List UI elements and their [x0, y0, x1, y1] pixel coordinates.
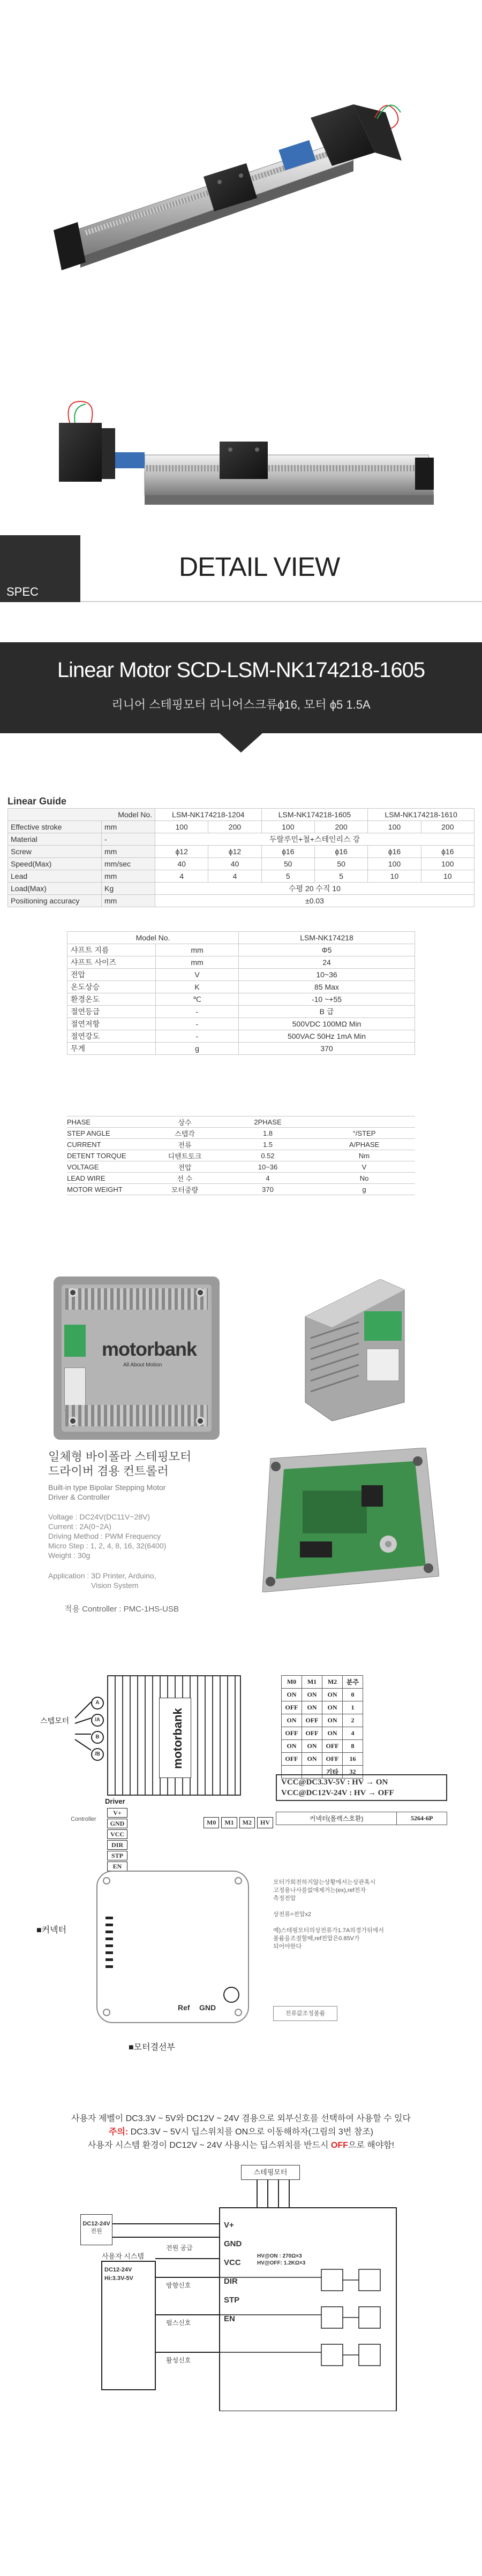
motor-spec-label: 온도상승	[67, 981, 156, 993]
controller-pin-label: Controller	[71, 1816, 96, 1822]
system-voltage: DC12-24V	[104, 2267, 132, 2273]
circuit-motor-box: 스테핑모터	[241, 2165, 300, 2180]
microstep-cell: OFF	[282, 1753, 302, 1766]
stepping-motor-label: 스텝모터	[40, 1716, 70, 1725]
caution-label: 주의:	[109, 2127, 129, 2137]
guide-row-cell: ϕ16	[421, 846, 474, 858]
circuit-pin: DIR	[224, 2277, 238, 2286]
controller-heading-line-2: 드라이버 겸용 컨트롤러	[48, 1464, 169, 1478]
microstep-cell: 32	[343, 1766, 363, 1779]
microstep-row	[282, 1689, 363, 1701]
guide-row-value: 수평 20 수직 10	[155, 883, 475, 895]
circuit-pin: STP	[224, 2296, 240, 2305]
motor-pin: B	[91, 1731, 104, 1744]
microstep-cell: 1	[343, 1701, 363, 1714]
banner-subtitle: 리니어 스테핑모터 리니어스크류ϕ16, 모터 ϕ5 1.5A	[111, 698, 371, 711]
microstep-cell: ON	[302, 1740, 322, 1753]
phase-spec-val: 0.52	[222, 1150, 313, 1161]
guide-model-1605: LSM-NK174218-1605	[261, 809, 368, 821]
driver-pin-list	[107, 1808, 134, 1872]
phase-spec-unit: °/STEP	[313, 1128, 415, 1139]
board-ref-label: Ref	[178, 2003, 190, 2012]
spec-label: SPEC	[6, 585, 39, 598]
driver-pin-header-label: Driver	[105, 1797, 125, 1805]
guide-row-cell: ϕ16	[314, 846, 367, 858]
guide-row-cell: 100	[261, 821, 314, 833]
guide-row-unit: mm	[102, 821, 155, 833]
microstep-cell: ON	[302, 1753, 322, 1766]
phase-spec-unit: No	[313, 1173, 415, 1184]
guide-row-cell: 40	[155, 858, 208, 870]
phase-spec-row	[67, 1150, 415, 1161]
guide-row-cell: 100	[155, 821, 208, 833]
phase-spec-ko: 전류	[147, 1139, 222, 1150]
usage-line-2	[0, 2125, 482, 2137]
microstep-cell: ON	[322, 1689, 343, 1701]
motor-spec-row	[67, 969, 415, 981]
guide-row	[8, 895, 475, 907]
phase-spec-table	[67, 1116, 415, 1195]
vcc-line-1: VCC@DC3.3V-5V : HV → ON	[281, 1778, 388, 1787]
driver-board-drawing	[107, 1675, 241, 1796]
guide-row-label: Speed(Max)	[8, 858, 102, 870]
usage-line-3-post: 으로 해야함!	[348, 2141, 395, 2150]
guide-row-value: ±0.03	[155, 895, 475, 907]
product-photo-1	[54, 102, 428, 278]
phase-spec-en: PHASE	[67, 1116, 147, 1128]
microstep-cell: ON	[302, 1701, 322, 1714]
guide-header-row	[8, 809, 475, 821]
microstep-cell: ON	[282, 1689, 302, 1701]
microstep-cell: OFF	[322, 1753, 343, 1766]
motor-spec-unit: -	[156, 1006, 239, 1018]
guide-model-1204: LSM-NK174218-1204	[155, 809, 262, 821]
motor-spec-unit: g	[156, 1043, 239, 1055]
microstep-cell: 0	[343, 1689, 363, 1701]
motor-spec-value: -10 ~+55	[239, 993, 415, 1006]
phase-spec-val: 1.5	[222, 1139, 313, 1150]
connector-note-line: 볼륨을조절할때,ref전압은0.85V가	[273, 1935, 360, 1942]
circuit-pin: V+	[224, 2221, 234, 2230]
phase-spec-unit: A/PHASE	[313, 1139, 415, 1150]
guide-row-cell: 5	[261, 870, 314, 883]
phase-spec-val: 1.8	[222, 1128, 313, 1139]
circuit-signal: 펄스신호	[166, 2319, 191, 2327]
trim-label-box: 전류값조정볼륨	[273, 2006, 337, 2021]
microstep-header	[282, 1676, 363, 1689]
microstep-cell: OFF	[322, 1740, 343, 1753]
guide-model-1610: LSM-NK174218-1610	[368, 809, 475, 821]
microstep-cell: 4	[343, 1727, 363, 1740]
connector-note-line: 예)스테핑모터의상전류가1.7A의경가뒤에서	[273, 1927, 384, 1934]
microstep-header-cell: M1	[302, 1676, 322, 1689]
motor-spec-unit: K	[156, 981, 239, 993]
phase-spec-en: DETENT TORQUE	[67, 1150, 147, 1161]
microstep-cell: OFF	[302, 1727, 322, 1740]
controller-en-heading-line-2: Driver & Controller	[48, 1493, 110, 1501]
guide-row-cell: ϕ12	[208, 846, 261, 858]
guide-row	[8, 858, 475, 870]
controller-spec-list	[48, 1512, 166, 1560]
controller-spec-item: Weight : 30g	[48, 1551, 91, 1560]
guide-row-cell: 10	[368, 870, 421, 883]
connector-table	[276, 1812, 447, 1825]
driver-pin: DIR	[107, 1840, 127, 1850]
connector-label: 커넥터(몰렉스호환)	[276, 1812, 397, 1825]
dip-pin: HV	[257, 1817, 273, 1828]
motor-spec-row	[67, 956, 415, 969]
banner-title: Linear Motor SCD-LSM-NK174218-1605	[57, 658, 425, 682]
driver-brand: motorbank	[171, 1708, 184, 1769]
motor-pin: /B	[91, 1748, 104, 1761]
microstep-cell: OFF	[282, 1701, 302, 1714]
motor-spec-value: B 급	[239, 1006, 415, 1018]
guide-row-unit: -	[102, 833, 155, 846]
microstep-row	[282, 1714, 363, 1727]
microstep-table	[281, 1675, 363, 1779]
connector-note-line: 고정용나사를없애제거는(ex),ref전자	[273, 1887, 366, 1894]
phase-spec-unit: V	[313, 1161, 415, 1173]
title-underline	[80, 601, 482, 602]
motor-spec-row	[67, 1030, 415, 1043]
system-label: 사용자 시스템	[102, 2252, 144, 2260]
supply-box	[80, 2214, 112, 2245]
motor-spec-value: 10~36	[239, 969, 415, 981]
guide-row-cell: 100	[368, 858, 421, 870]
connector-note-line	[273, 1903, 412, 1911]
motor-spec-row	[67, 981, 415, 993]
phase-spec-unit: g	[313, 1184, 415, 1195]
controller-spec-item: Driving Method : PWM Frequency	[48, 1532, 161, 1540]
motor-spec-header	[67, 932, 415, 944]
guide-row-cell: 200	[421, 821, 474, 833]
phase-spec-ko: 선 수	[147, 1173, 222, 1184]
guide-header-label: Model No.	[8, 809, 155, 821]
microstep-header-cell: M2	[322, 1676, 343, 1689]
microstep-row	[282, 1701, 363, 1714]
controller-applied-label: 적용 Controller : PMC-1HS-USB	[64, 1605, 179, 1614]
circuit-diagram	[80, 2165, 412, 2411]
circuit-pin: GND	[224, 2239, 242, 2248]
motor-spec-row	[67, 1006, 415, 1018]
guide-row	[8, 846, 475, 858]
caution-text: DC3.3V ~ 5V시 딥스위치를 ON으로 이동해하자(그림의 3번 참조)	[130, 2127, 373, 2137]
motor-spec-label: 전압	[67, 969, 156, 981]
circuit-signal-list	[166, 2229, 193, 2379]
phase-spec-row	[67, 1116, 415, 1128]
connector-note-line: 측정전압	[273, 1895, 296, 1902]
controller-pcb-photo	[254, 1448, 439, 1592]
controller-heading-line-1: 일체형 바이폴라 스테핑모터	[48, 1450, 192, 1463]
connector-note-line: 상전류=전압x2	[273, 1911, 312, 1918]
motor-spec-value: Φ5	[239, 944, 415, 956]
driver-pin: STP	[107, 1851, 127, 1860]
motor-spec-unit: mm	[156, 956, 239, 969]
microstep-cell: ON	[322, 1727, 343, 1740]
phase-spec-en: LEAD WIRE	[67, 1173, 147, 1184]
phase-spec-en: MOTOR WEIGHT	[67, 1184, 147, 1195]
microstep-cell: ON	[322, 1714, 343, 1727]
controller-brand-sub: All About Motion	[123, 1362, 162, 1368]
phase-spec-row	[67, 1173, 415, 1184]
connector-label: ■커넥터	[36, 1926, 67, 1935]
guide-row	[8, 821, 475, 833]
guide-row-unit: Kg	[102, 883, 155, 895]
detail-view-title: DETAIL VIEW	[179, 552, 340, 582]
dip-pin: M2	[239, 1817, 255, 1828]
driver-pin: EN	[107, 1861, 127, 1871]
usage-line-3-pre: 사용자 시스템 환경이 DC12V ~ 24V 사용시는 딥스위치를 반드시	[87, 2141, 331, 2150]
microstep-header-cell: M0	[282, 1676, 302, 1689]
vcc-box	[276, 1774, 447, 1801]
microstep-row	[282, 1753, 363, 1766]
guide-row-cell: 4	[208, 870, 261, 883]
microstep-header-cell: 분주	[343, 1676, 363, 1689]
motor-spec-value: 500VDC 100MΩ Min	[239, 1018, 415, 1030]
guide-row-cell: 4	[155, 870, 208, 883]
microstep-cell: ON	[282, 1740, 302, 1753]
guide-row-cell: ϕ16	[261, 846, 314, 858]
guide-row-label: Positioning accuracy	[8, 895, 102, 907]
dip-pin: M0	[204, 1817, 219, 1828]
connector-note	[273, 1879, 412, 1951]
motor-spec-table	[67, 931, 415, 1055]
motor-spec-header-value: LSM-NK174218	[239, 932, 415, 944]
phase-spec-unit: Nm	[313, 1150, 415, 1161]
driver-pin: V+	[107, 1808, 127, 1818]
guide-row	[8, 833, 475, 846]
linear-guide-table	[7, 808, 475, 907]
guide-row-cell: ϕ16	[368, 846, 421, 858]
microstep-cell: 8	[343, 1740, 363, 1753]
banner-pointer	[220, 733, 262, 753]
microstep-row	[282, 1727, 363, 1740]
phase-spec-ko: 상수	[147, 1116, 222, 1128]
microstep-cell: ON	[282, 1714, 302, 1727]
hv-label-1: HV@ON : 270Ω×3	[257, 2253, 302, 2259]
microstep-cell: 16	[343, 1753, 363, 1766]
motor-wiring-label: ■모터결선부	[129, 2043, 175, 2052]
guide-row-cell: 100	[421, 858, 474, 870]
guide-row	[8, 870, 475, 883]
guide-row-cell: 200	[314, 821, 367, 833]
phase-spec-en: CURRENT	[67, 1139, 147, 1150]
motor-spec-label: 무게	[67, 1043, 156, 1055]
motor-spec-unit: -	[156, 1018, 239, 1030]
connector-note-line: 모터가회전하지않는상황에서는상관혹시	[273, 1879, 376, 1886]
microstep-row	[282, 1740, 363, 1753]
circuit-pin: VCC	[224, 2258, 241, 2267]
circuit-pin-list	[224, 2216, 242, 2328]
controller-en-heading	[48, 1483, 165, 1502]
motor-pin: A	[91, 1697, 104, 1709]
microstep-cell: ON	[302, 1689, 322, 1701]
dip-pin: M1	[221, 1817, 237, 1828]
phase-spec-ko: 전압	[147, 1161, 222, 1173]
board-outline	[96, 1871, 249, 2023]
guide-row-label: Lead	[8, 870, 102, 883]
usage-line-3	[0, 2138, 482, 2151]
circuit-pin: EN	[224, 2314, 235, 2323]
circuit-lines	[80, 2165, 412, 2411]
controller-heading	[48, 1449, 191, 1478]
microstep-cell: ON	[322, 1701, 343, 1714]
guide-row	[8, 883, 475, 895]
microstep-cell: OFF	[302, 1714, 322, 1727]
controller-en-heading-line-1: Built-in type Bipolar Stepping Motor	[48, 1483, 166, 1492]
controller-application-line-2: Vision System	[91, 1581, 139, 1590]
driver-pin: VCC	[107, 1829, 127, 1839]
microstep-cell: 기타	[322, 1766, 343, 1779]
guide-row-label: Material	[8, 833, 102, 846]
guide-row-label: Effective stroke	[8, 821, 102, 833]
motor-spec-value: 85 Max	[239, 981, 415, 993]
motor-spec-unit: -	[156, 1030, 239, 1043]
phase-spec-en: STEP ANGLE	[67, 1128, 147, 1139]
motor-spec-value: 370	[239, 1043, 415, 1055]
phase-spec-val: 2PHASE	[222, 1116, 313, 1128]
driver-pin: GND	[107, 1819, 127, 1828]
phase-spec-row	[67, 1161, 415, 1173]
product-banner	[0, 642, 482, 733]
guide-row-cell: 50	[314, 858, 367, 870]
controller-spec-item: Voltage : DC24V(DC11V~28V)	[48, 1513, 150, 1521]
motor-spec-row	[67, 1043, 415, 1055]
hv-label-2: HV@OFF: 1.2KΩ×3	[257, 2260, 306, 2266]
phase-spec-unit	[313, 1116, 415, 1128]
motor-pin: /A	[91, 1714, 104, 1727]
guide-row-unit: mm	[102, 895, 155, 907]
motor-spec-label: 샤프트 사이즈	[67, 956, 156, 969]
motor-spec-label: 절연강도	[67, 1030, 156, 1043]
motor-wires	[70, 1694, 107, 1769]
motor-spec-label: 절연등급	[67, 1006, 156, 1018]
dip-switch-pins	[204, 1817, 273, 1828]
motor-spec-unit: V	[156, 969, 239, 981]
phase-spec-ko: 스텝각	[147, 1128, 222, 1139]
motor-spec-label: 절연저항	[67, 1018, 156, 1030]
guide-row-value: 두랄루민+철+스테인리스 강	[155, 833, 475, 846]
usage-off-label: OFF	[330, 2141, 348, 2150]
motor-spec-header-label: Model No.	[67, 932, 239, 944]
guide-row-label: Load(Max)	[8, 883, 102, 895]
guide-row-cell: 100	[368, 821, 421, 833]
linear-guide-title: Linear Guide	[7, 796, 67, 807]
phase-spec-ko: 모터중량	[147, 1184, 222, 1195]
phase-spec-row	[67, 1139, 415, 1150]
guide-row-cell: 10	[421, 870, 474, 883]
supply-voltage: DC12-24V	[82, 2221, 110, 2227]
guide-row-cell: ϕ12	[155, 846, 208, 858]
guide-row-cell: 40	[208, 858, 261, 870]
motor-spec-row	[67, 993, 415, 1006]
guide-row-unit: mm/sec	[102, 858, 155, 870]
motor-spec-value: 500VAC 50Hz 1mA Min	[239, 1030, 415, 1043]
controller-application	[48, 1571, 156, 1590]
phase-spec-row	[67, 1128, 415, 1139]
phase-spec-val: 10~36	[222, 1161, 313, 1173]
supply-sub: 전원	[91, 2228, 102, 2235]
controller-spec-item: Micro Step : 1, 2, 4, 8, 16, 32(6400)	[48, 1541, 167, 1550]
guide-row-cell: 5	[314, 870, 367, 883]
usage-line-1: 사용자 제벨이 DC3.3V ~ 5V와 DC12V ~ 24V 겸용으로 외부신호를 선택하여 사용할 수 있다	[71, 2114, 411, 2123]
current-trim-pot	[223, 1987, 239, 2003]
vcc-line-2: VCC@DC12V-24V : HV → OFF	[281, 1789, 394, 1797]
guide-row-cell: 200	[208, 821, 261, 833]
motor-spec-row	[67, 944, 415, 956]
controller-photo-top	[54, 1276, 220, 1440]
controller-brand: motorbank	[102, 1338, 197, 1360]
guide-row-label: Screw	[8, 846, 102, 858]
circuit-signal: 전원 공급	[166, 2244, 193, 2252]
motor-spec-label: 샤프트 지름	[67, 944, 156, 956]
guide-row-cell: 50	[261, 858, 314, 870]
motor-spec-row	[67, 1018, 415, 1030]
connector-note-line: 되어야한다	[273, 1943, 302, 1950]
circuit-signal: 활성신호	[166, 2357, 191, 2364]
phase-spec-en: VOLTAGE	[67, 1161, 147, 1173]
motor-spec-label: 환경온도	[67, 993, 156, 1006]
system-voltage-2: Hi:3.3V-5V	[104, 2275, 133, 2282]
motor-spec-unit: ℃	[156, 993, 239, 1006]
phase-spec-ko: 디텐트토크	[147, 1150, 222, 1161]
circuit-signal: 방향신호	[166, 2282, 191, 2289]
phase-spec-row	[67, 1184, 415, 1195]
connector-value: 5264-6P	[397, 1812, 447, 1825]
guide-row-unit: mm	[102, 870, 155, 883]
guide-row-unit: mm	[102, 846, 155, 858]
microstep-cell: OFF	[282, 1727, 302, 1740]
connector-row	[276, 1812, 447, 1825]
product-photo-2	[59, 391, 434, 530]
board-gnd-label: GND	[199, 2003, 216, 2012]
phase-spec-val: 370	[222, 1184, 313, 1195]
controller-application-line-1: Application : 3D Printer, Arduino,	[48, 1571, 156, 1580]
controller-photo-side	[300, 1279, 407, 1421]
controller-spec-item: Current : 2A(0~2A)	[48, 1522, 111, 1531]
motor-spec-unit: mm	[156, 944, 239, 956]
connector-note-line	[273, 1919, 412, 1927]
motor-spec-value: 24	[239, 956, 415, 969]
phase-spec-val: 4	[222, 1173, 313, 1184]
microstep-cell: 2	[343, 1714, 363, 1727]
